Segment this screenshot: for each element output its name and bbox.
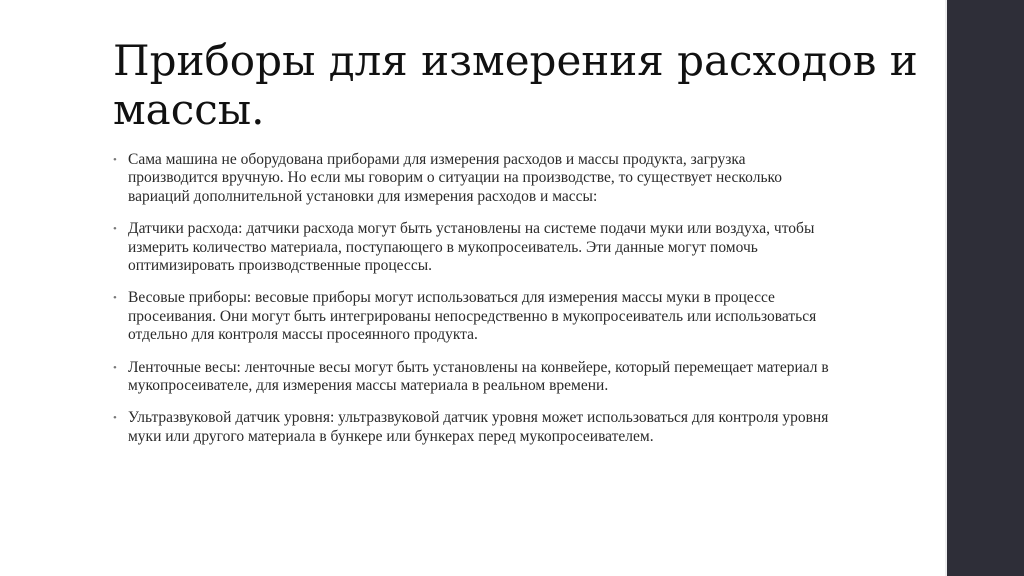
bullet-item	[113, 359, 833, 396]
bullet-text: Ультразвуковой датчик уровня: ультразвуковой датчик уровня может использоваться для контроля уровня муки или другого материала в бункере или бункерах перед мукопросеивателем.	[128, 409, 829, 445]
bullet-item	[113, 220, 833, 275]
bullet-text: Ленточные весы: ленточные весы могут быть установлены на конвейере, который перемещает материал в мукопросеивателе, для измерения массы материала в реальном времени.	[128, 358, 829, 395]
bullet-marker-icon: •	[113, 412, 117, 425]
bullet-text: Датчики расхода: датчики расхода могут быть установлены на системе подачи муки или воздуха, чтобы измерить количество материала, поступающего в мукопросеиватель. Эти данные могут помочь оптимизировать производственные процессы.	[128, 220, 815, 275]
bullet-item	[113, 151, 833, 206]
side-bar	[947, 0, 1024, 576]
bullet-item	[113, 289, 833, 344]
bullet-marker-icon: •	[113, 223, 117, 236]
bullet-marker-icon: •	[113, 154, 117, 166]
slide-title: Приборы для измерения расходов и массы.	[113, 36, 918, 134]
bullet-text: Весовые приборы: весовые приборы могут использоваться для измерения массы муки в процессе просеивания. Они могут быть интегрированы непосредственно в мукопросеиватель или использоваться отдельно для контроля массы просеянного продукта.	[128, 289, 817, 344]
bullet-marker-icon: •	[113, 361, 117, 374]
bullet-item	[113, 409, 833, 446]
bullet-marker-icon: •	[113, 292, 117, 305]
bullet-text: Сама машина не оборудована приборами для измерения расходов и массы продукта, загрузка производится вручную. Но если мы говорим о ситуации на производстве, то существует несколько вариаций дополнительной установки для измерения расходов и массы:	[128, 151, 783, 205]
bullet-list	[113, 151, 833, 460]
